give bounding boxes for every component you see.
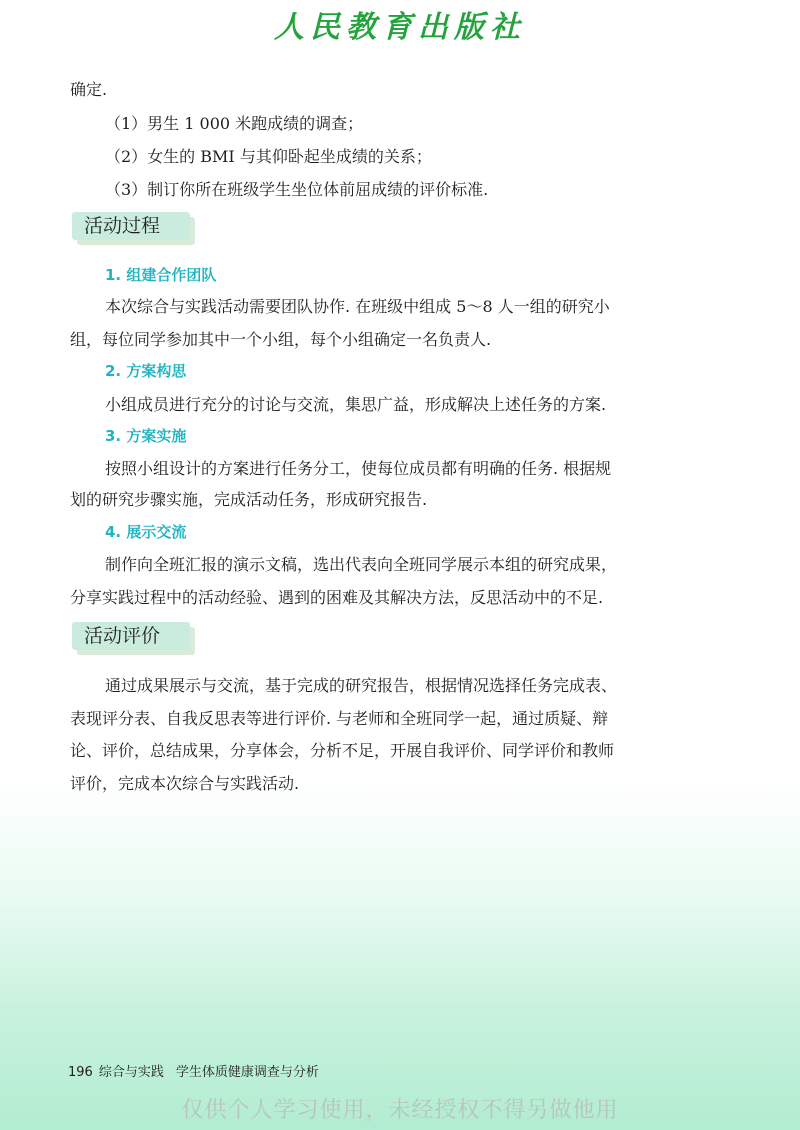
evaluation-line-1: 通过成果展示与交流，基于完成的研究报告，根据情况选择任务完成表、 xyxy=(105,676,618,695)
step-3-line-1: 按照小组设计的方案进行任务分工，使每位成员都有明确的任务. 根据规 xyxy=(105,459,612,478)
evaluation-line-2: 表现评分表、自我反思表等进行评价. 与老师和全班同学一起，通过质疑、辩 xyxy=(70,709,609,728)
section-title-text: 活动过程 xyxy=(84,215,161,237)
section-title-process xyxy=(72,212,196,246)
step-3-line-2: 划的研究步骤实施，完成活动任务，形成研究报告. xyxy=(70,490,428,509)
page-number: 196 xyxy=(68,1065,93,1080)
step-4-line-1: 制作向全班汇报的演示文稿，选出代表向全班同学展示本组的研究成果， xyxy=(105,555,618,574)
page-footer xyxy=(68,1061,319,1080)
evaluation-line-3: 论、评价，总结成果，分享体会，分析不足，开展自我评价、同学评价和教师 xyxy=(70,741,615,760)
evaluation-line-4: 评价，完成本次综合与实践活动. xyxy=(70,774,300,793)
step-4-line-2: 分享实践过程中的活动经验、遇到的困难及其解决方法，反思活动中的不足. xyxy=(70,588,604,607)
footer-section: 综合与实践 xyxy=(98,1065,164,1080)
task-item-3: （3）制订你所在班级学生坐位体前屈成绩的评价标准. xyxy=(105,180,489,199)
step-heading-1: 1. 组建合作团队 xyxy=(105,266,217,284)
step-heading-3: 3. 方案实施 xyxy=(105,427,187,445)
step-heading-4: 4. 展示交流 xyxy=(105,523,187,541)
footer-chapter: 学生体质健康调查与分析 xyxy=(175,1065,319,1080)
step-1-line-1: 本次综合与实践活动需要团队协作. 在班级中组成 5～8 人一组的研究小 xyxy=(105,297,610,316)
intro-tail: 确定. xyxy=(70,80,108,99)
section-title-text: 活动评价 xyxy=(84,625,161,647)
watermark: 仅供个人学习使用，未经授权不得另做他用 xyxy=(181,1098,619,1123)
step-heading-2: 2. 方案构思 xyxy=(105,362,187,380)
task-item-2: （2）女生的 BMI 与其仰卧起坐成绩的关系； xyxy=(105,147,432,166)
section-title-evaluation xyxy=(72,622,196,656)
task-item-1: （1）男生 1 000 米跑成绩的调查； xyxy=(105,114,364,133)
publisher-logo: 人民教育出版社 xyxy=(274,10,526,45)
step-2-line-1: 小组成员进行充分的讨论与交流，集思广益，形成解决上述任务的方案. xyxy=(105,395,607,414)
step-1-line-2: 组，每位同学参加其中一个小组，每个小组确定一名负责人. xyxy=(70,330,492,349)
